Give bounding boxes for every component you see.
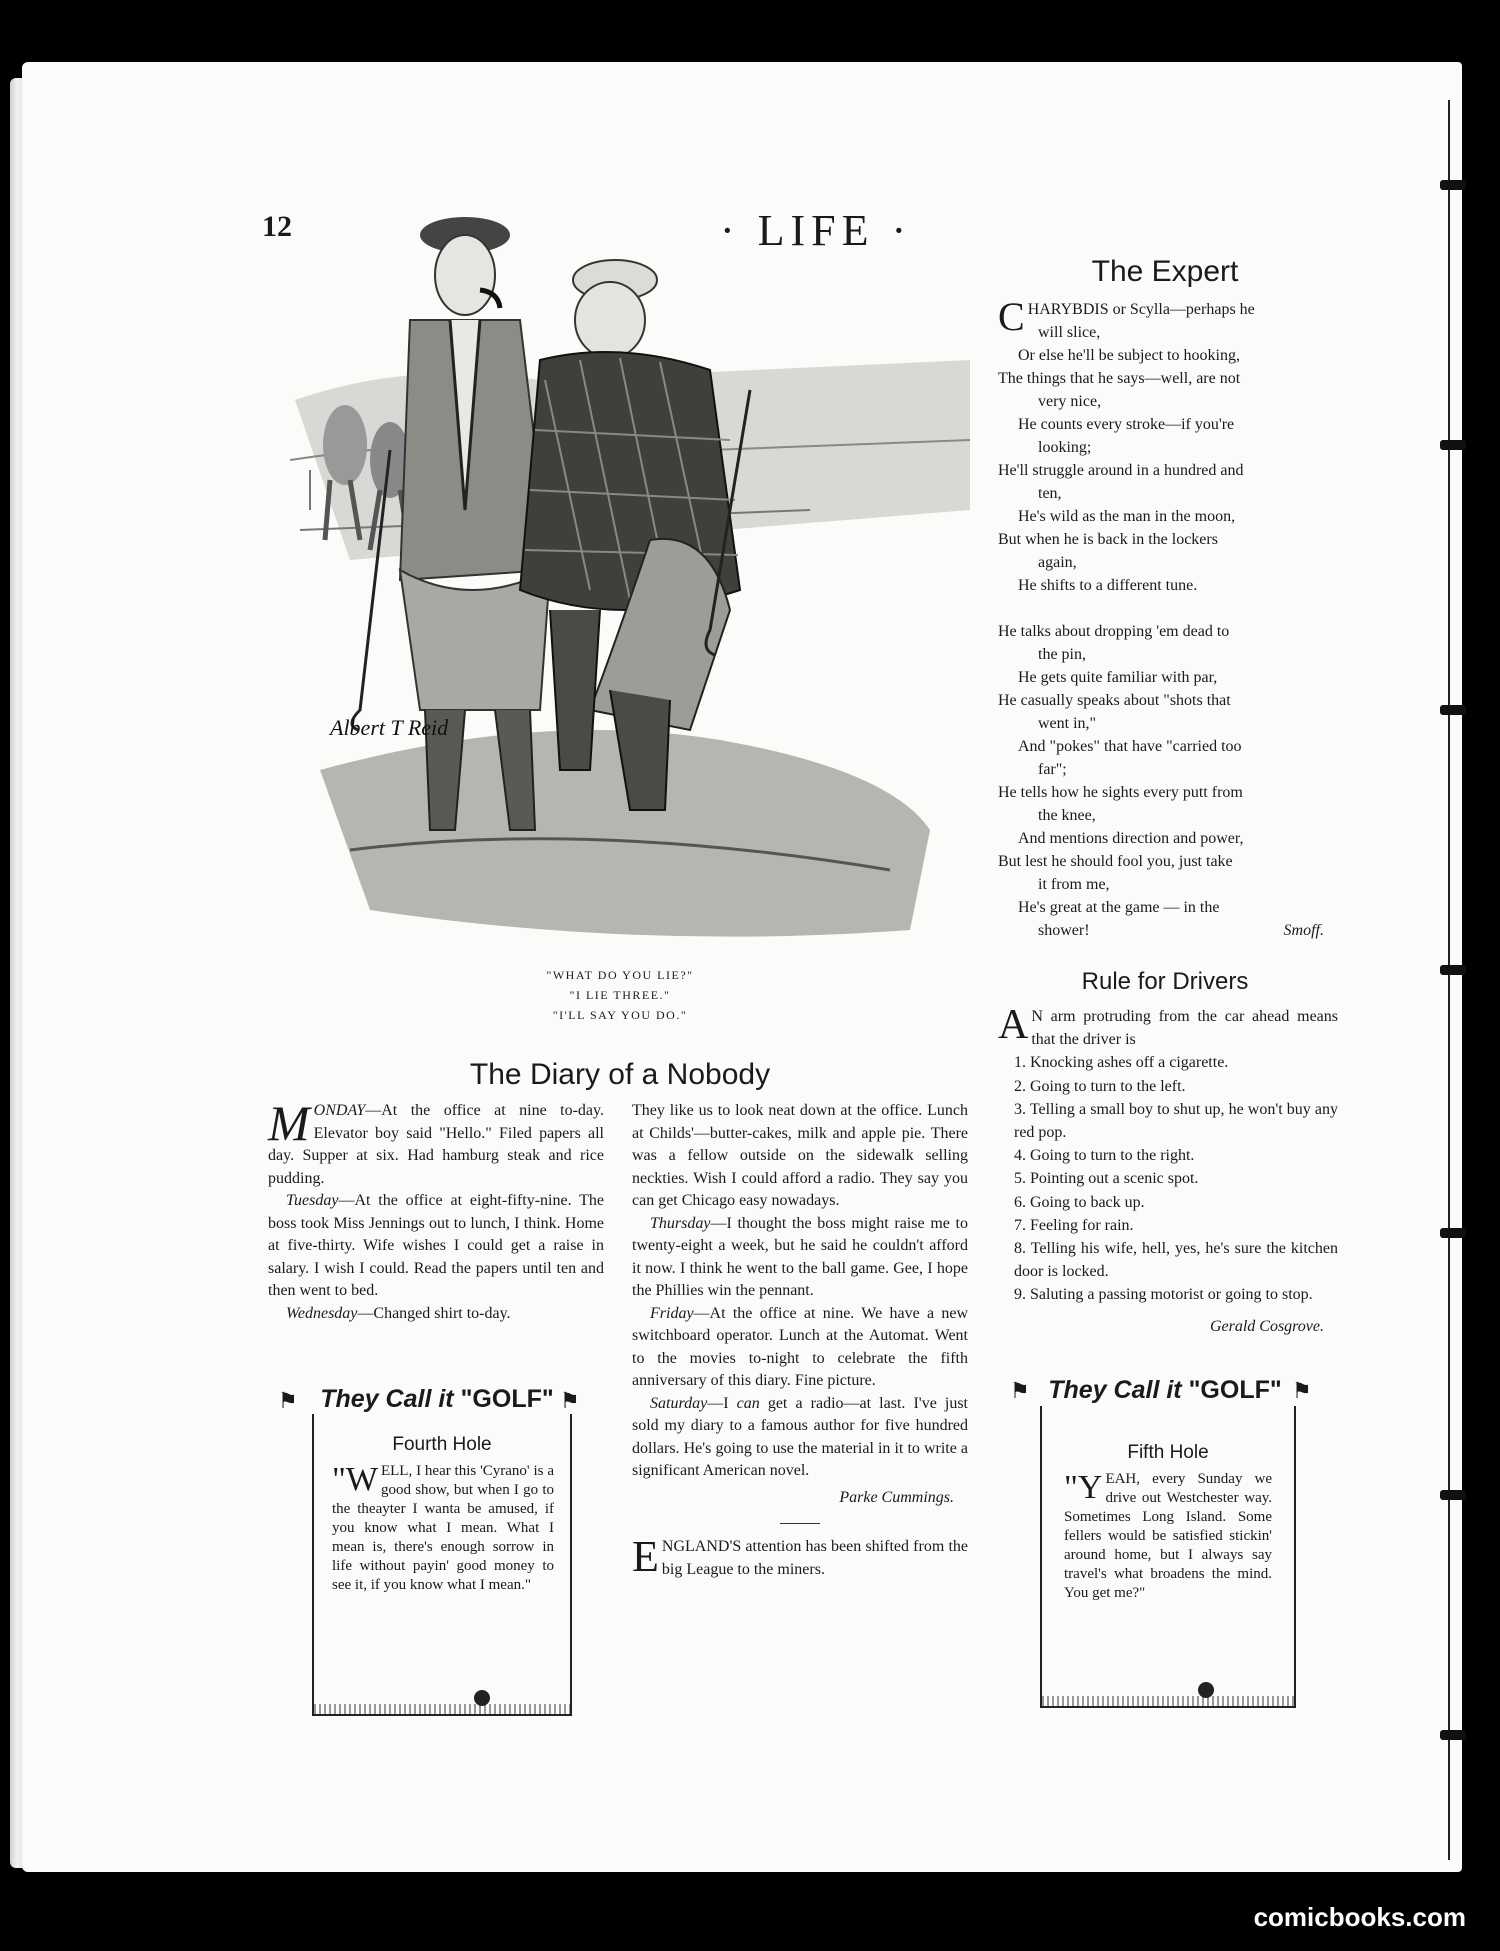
england-text: NGLAND'S attention has been shifted from the big League to the miners.	[661, 1538, 968, 1578]
drivers-rules	[998, 1002, 1338, 1338]
poem-line: Or else he'll be subject to hooking,	[1018, 347, 1240, 364]
golf-banner	[312, 1385, 562, 1414]
grass-border	[314, 1704, 570, 1714]
golf-ball-icon	[1198, 1682, 1214, 1698]
diary-entry: get a radio—at last. I've just sold my diary to a famous author for five hundred dollars. He's going to use the material in it to write a significant American novel.	[632, 1394, 968, 1479]
banner-text: They Call it	[1048, 1376, 1189, 1404]
poem-line: looking;	[1038, 439, 1092, 456]
expert-title: The Expert	[1091, 255, 1239, 288]
poem-line: And "pokes" that have "carried too	[1018, 738, 1242, 755]
day-label: ONDAY	[313, 1102, 366, 1119]
rule-item: 2. Going to turn to the left.	[1014, 1077, 1186, 1095]
poem-line: He talks about dropping 'em dead to	[998, 623, 1230, 640]
poem-line: But when he is back in the lockers	[998, 531, 1218, 548]
binding	[1448, 100, 1462, 1860]
poem-line: went in,"	[1038, 715, 1097, 732]
caption-line: "WHAT DO YOU LIE?"	[546, 968, 694, 982]
diary-column-1	[268, 1095, 604, 1325]
rule-item: 6. Going to back up.	[1014, 1193, 1145, 1211]
watermark: comicbooks.com	[1253, 1902, 1466, 1932]
pennant-left-icon: ⚑	[278, 1388, 298, 1413]
poem-line: will slice,	[1038, 324, 1101, 341]
rule-item: 5. Pointing out a scenic spot.	[1014, 1170, 1199, 1188]
diary-entry: —I	[707, 1394, 737, 1412]
diary-entry: They like us to look neat down at the office. Lunch at Childs'—butter-cakes, milk and apple pie. There was a fellow outside on the sidewalk selling neckties. Wish I could afford a radio. They say you can get Chicago easy nowadays.	[632, 1102, 968, 1209]
poem-line: He shifts to a different tune.	[1018, 577, 1198, 594]
masthead: · LIFE ·	[720, 206, 913, 255]
rule-item: 8. Telling his wife, hell, yes, he's sure the kitchen door is locked.	[1014, 1240, 1338, 1281]
rule-item: 4. Going to turn to the right.	[1014, 1147, 1195, 1165]
poem-line: far";	[1038, 761, 1067, 778]
author-signature: Gerald Cosgrove.	[1209, 1317, 1324, 1335]
poem-line: He casually speaks about "shots that	[998, 692, 1231, 709]
golfers-illustration	[290, 210, 970, 960]
binding-stitch	[1440, 1490, 1466, 1500]
caption-line: "I LIE THREE."	[569, 988, 671, 1002]
golf-text	[314, 1456, 570, 1595]
poem-line: The things that he says—well, are not	[998, 370, 1241, 387]
drivers-title: Rule for Drivers	[1081, 968, 1249, 995]
pennant-right-icon: ⚑	[1292, 1378, 1312, 1403]
drop-cap: "W	[332, 1461, 378, 1498]
day-label: Friday	[650, 1304, 694, 1322]
golf-quote: EAH, every Sunday we drive out Westchester way. Sometimes Long Island. Some fellers would be satisfied stickin' around home, but I always say travel's what broadens the mind. You get me?"	[1064, 1471, 1272, 1601]
diary-entry: —At the office at nine to-day. Elevator boy said "Hello." Filed papers all day. Supper at six. Had hamburg steak and rice pudding.	[268, 1102, 604, 1187]
golf-box-fifth	[1040, 1406, 1296, 1708]
diary-column-2	[632, 1100, 968, 1581]
day-label: Saturday	[650, 1394, 708, 1412]
day-label: Tuesday	[286, 1192, 339, 1209]
diary-entry: —Changed shirt to-day.	[357, 1304, 511, 1322]
drivers-intro: N arm protruding from the car ahead means that the driver is	[1031, 1008, 1338, 1049]
rule-item: 7. Feeling for rain.	[1014, 1216, 1134, 1234]
drop-cap: A	[998, 1002, 1029, 1048]
drop-cap: C	[998, 294, 1025, 339]
poem-line: He's wild as the man in the moon,	[1018, 508, 1236, 525]
banner-text: They Call it	[320, 1385, 461, 1413]
emphasis: can	[736, 1394, 760, 1412]
binding-stitch	[1440, 1228, 1466, 1238]
poem-line: very nice,	[1038, 393, 1102, 410]
poem-line: it from me,	[1038, 876, 1110, 893]
golf-quote: ELL, I hear this 'Cyrano' is a good show, but when I go to the theayter I wanta be amused, if you know what I mean. What I mean is, there's enough sorrow in life without payin' good money to see it, if you know what I mean."	[332, 1463, 554, 1593]
grass-border	[1042, 1696, 1294, 1706]
binding-stitch	[1440, 705, 1466, 715]
pennant-left-icon: ⚑	[1010, 1378, 1030, 1403]
poem-line: And mentions direction and power,	[1018, 830, 1244, 847]
day-label: Wednesday	[286, 1304, 358, 1322]
golf-box-fourth	[312, 1414, 572, 1716]
rule-item: 9. Saluting a passing motorist or going to stop.	[1014, 1286, 1313, 1304]
poem-line: the knee,	[1038, 807, 1096, 824]
rule-item: 1. Knocking ashes off a cigarette.	[1014, 1054, 1229, 1072]
poem-line: shower!	[1038, 922, 1090, 939]
caption-line: "I'LL SAY YOU DO."	[552, 1008, 688, 1022]
poem-line: But lest he should fool you, just take	[998, 853, 1233, 870]
diary-entry: —At the office at nine. We have a new switchboard operator. Lunch at the Automat. Went to the movies to-night to celebrate the fifth anniversary of this diary. Fine picture.	[632, 1304, 968, 1389]
poem-line	[998, 597, 1338, 620]
diary-entry: —I thought the boss might raise me to twenty-eight a week, but he said he couldn't afford it now. I think he went to the ball game. Gee, I hope the Phillies win the pennant.	[632, 1214, 968, 1299]
poem-line: ten,	[1038, 485, 1062, 502]
poem-line: He's great at the game — in the	[1018, 899, 1220, 916]
illustration-caption	[430, 965, 810, 1025]
drop-cap: M	[268, 1095, 310, 1151]
drop-cap: "Y	[1064, 1469, 1103, 1506]
poem-line: He tells how he sights every putt from	[998, 784, 1243, 801]
day-label: Thursday	[650, 1214, 711, 1232]
binding-stitch	[1440, 965, 1466, 975]
poem-line: again,	[1038, 554, 1077, 571]
diary-entry: —At the office at eight-fifty-nine. The boss took Miss Jennings out to lunch, I think. Home at five-thirty. Wife wishes I could get a raise in salary. I wish I could. Read the papers until ten and then went to bed.	[268, 1192, 604, 1299]
expert-poem	[998, 294, 1338, 942]
binding-stitch	[1440, 1730, 1466, 1740]
page-number: 12	[262, 210, 292, 243]
divider	[780, 1523, 820, 1524]
golf-ball-icon	[474, 1690, 490, 1706]
illustrator-signature: Albert T Reid	[330, 715, 449, 740]
banner-golf: "GOLF"	[1188, 1376, 1282, 1404]
rule-item: 3. Telling a small boy to shut up, he won't buy any red pop.	[1014, 1100, 1338, 1142]
diary-title: The Diary of a Nobody	[469, 1058, 771, 1091]
pennant-right-icon: ⚑	[560, 1388, 580, 1413]
binding-stitch	[1440, 440, 1466, 450]
poem-line: HARYBDIS or Scylla—perhaps he	[1027, 301, 1255, 318]
drop-cap: E	[632, 1532, 659, 1581]
binding-stitch	[1440, 180, 1466, 190]
poem-line: He'll struggle around in a hundred and	[998, 462, 1244, 479]
poem-line: He counts every stroke—if you're	[1018, 416, 1235, 433]
banner-golf: "GOLF"	[460, 1385, 554, 1413]
golf-subtitle: Fourth Hole	[392, 1434, 492, 1455]
poem-line: the pin,	[1038, 646, 1086, 663]
golf-subtitle: Fifth Hole	[1127, 1442, 1209, 1463]
golf-text	[1042, 1464, 1294, 1603]
poem-line: He gets quite familiar with par,	[1018, 669, 1218, 686]
author-signature: Smoff.	[1283, 922, 1324, 939]
golf-banner	[1040, 1376, 1290, 1405]
author-signature: Parke Cummings.	[839, 1488, 954, 1506]
